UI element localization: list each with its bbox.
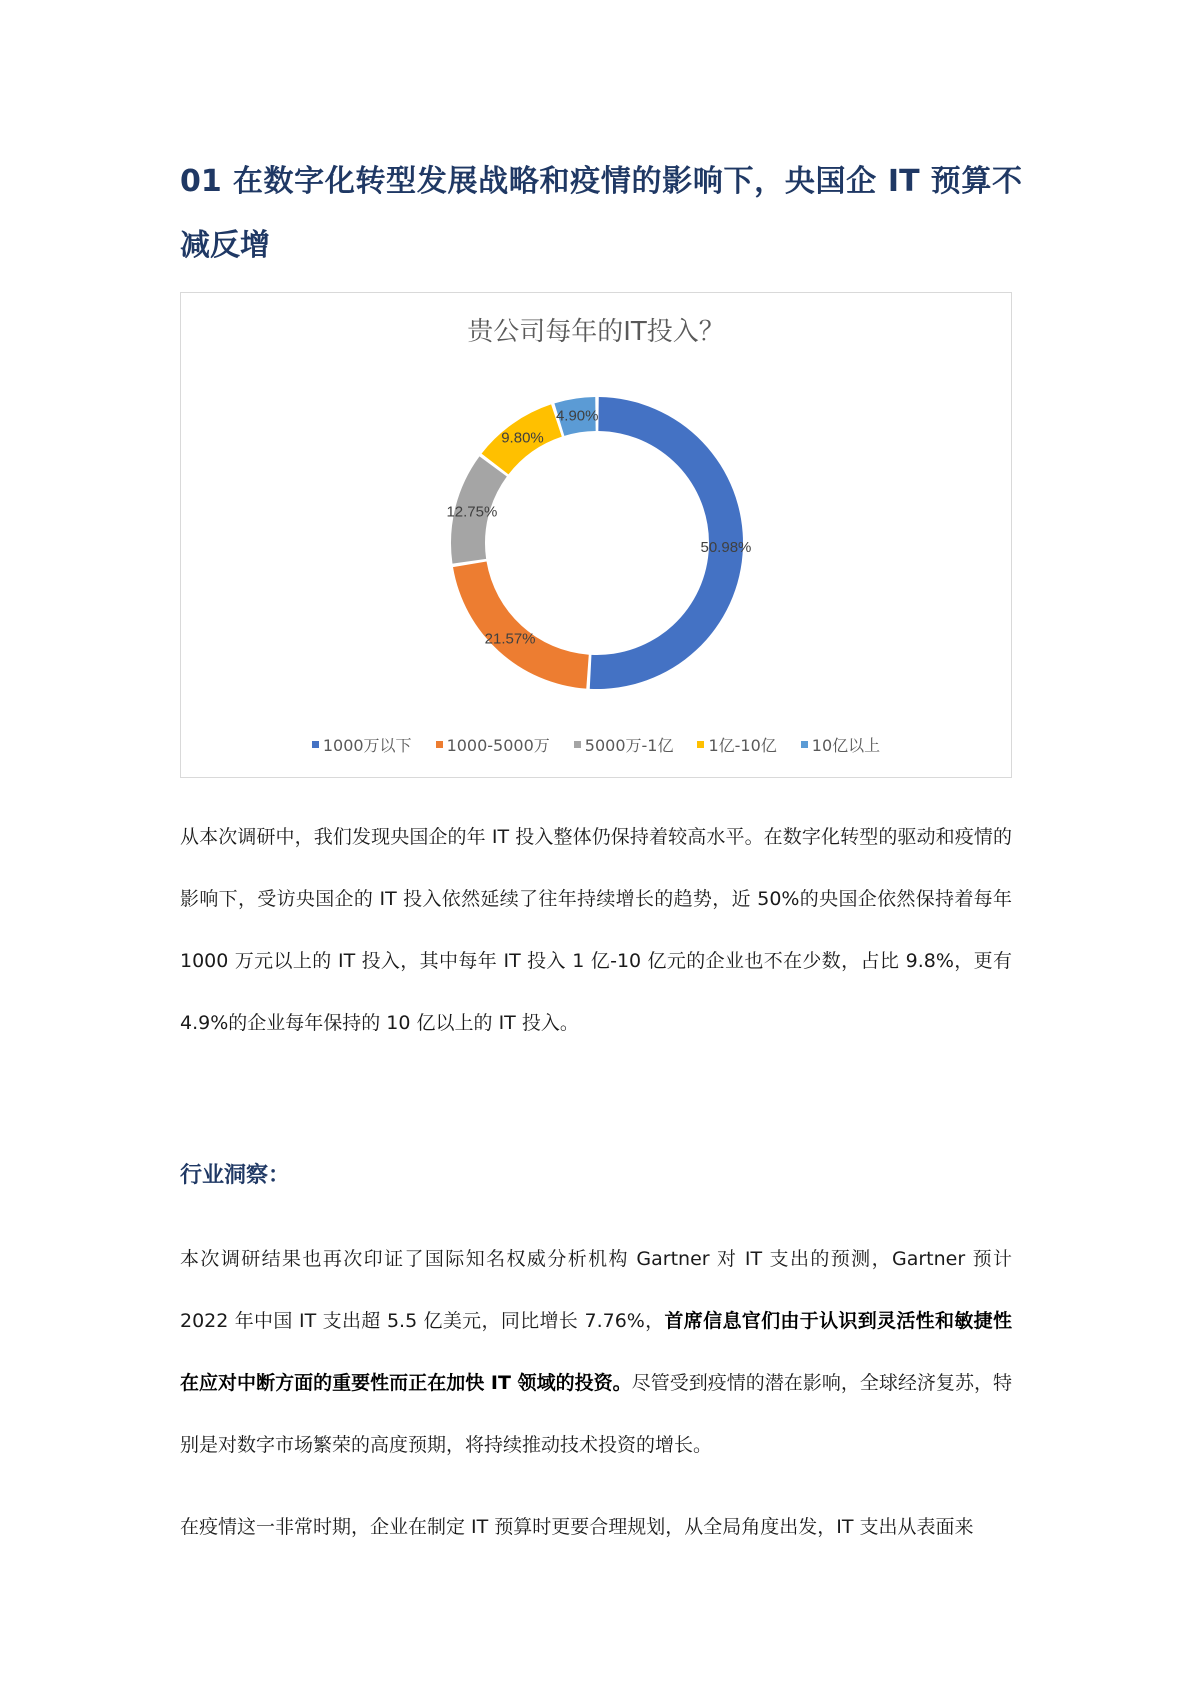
legend-swatch-3 <box>697 741 704 748</box>
chart-legend <box>181 733 1011 756</box>
donut-chart-svg <box>181 293 1013 779</box>
legend-swatch-2 <box>574 741 581 748</box>
data-label-4: 4.90% <box>555 407 599 425</box>
legend-label-1: 1000-5000万 <box>446 736 550 755</box>
data-label-2: 12.75% <box>446 503 498 521</box>
data-label-0: 50.98% <box>700 538 752 556</box>
legend-swatch-4 <box>801 741 808 748</box>
donut-slice-1 <box>453 561 589 688</box>
legend-label-0: 1000万以下 <box>322 736 412 755</box>
section-heading: 01 在数字化转型发展战略和疫情的影响下，央国企 IT 预算不减反增 <box>180 164 1022 263</box>
paragraph-gartner <box>180 1228 1012 1476</box>
paragraph-budget-planning: 在疫情这一非常时期，企业在制定 IT 预算时更要合理规划，从全局角度出发，IT 支出从表面来 <box>180 1516 974 1538</box>
gartner-text-b: 尽管受到疫情的潜在影响，全球经济复苏，特别是对数字市场繁荣的高度预期，将持续推动技术投资的增长。 <box>180 1372 1012 1456</box>
chart-title: 贵公司每年的IT投入？ <box>467 317 725 347</box>
paragraph-survey-findings: 从本次调研中，我们发现央国企的年 IT 投入整体仍保持着较高水平。在数字化转型的驱动和疫情的影响下，受访央国企的 IT 投入依然延续了往年持续增长的趋势，近 50%的央国企依然保持着每年 1000 万元以上的 IT 投入，其中每年 IT 投入 1 亿-10 亿元的企业也不在少数，占比 9.8%，更有 4.9%的企业每年保持的 10 亿以上的 IT 投入。 <box>180 826 1012 1034</box>
industry-insight-heading: 行业洞察： <box>180 1163 291 1188</box>
legend-label-2: 5000万-1亿 <box>584 736 674 755</box>
legend-item-2 <box>574 733 674 756</box>
legend-label-3: 1亿-10亿 <box>708 736 777 755</box>
gartner-bold-text: 首席信息官们由于认识到灵活性和敏捷性在应对中断方面的重要性而正在加快 IT 领域的投资。 <box>180 1310 1012 1394</box>
legend-label-4: 10亿以上 <box>811 736 881 755</box>
legend-item-3 <box>697 733 776 756</box>
gartner-text-a: 本次调研结果也再次印证了国际知名权威分析机构 Gartner 对 IT 支出的预测，Gartner 预计 2022 年中国 IT 支出超 5.5 亿美元，同比增长 7.76%， <box>180 1248 1012 1332</box>
data-label-3: 9.80% <box>501 429 544 447</box>
it-investment-chart <box>180 292 1012 778</box>
legend-swatch-1 <box>436 741 443 748</box>
legend-item-1 <box>436 733 550 756</box>
legend-swatch-0 <box>312 741 319 748</box>
legend-item-4 <box>801 733 880 756</box>
legend-item-0 <box>312 733 412 756</box>
data-label-1: 21.57% <box>484 630 536 648</box>
